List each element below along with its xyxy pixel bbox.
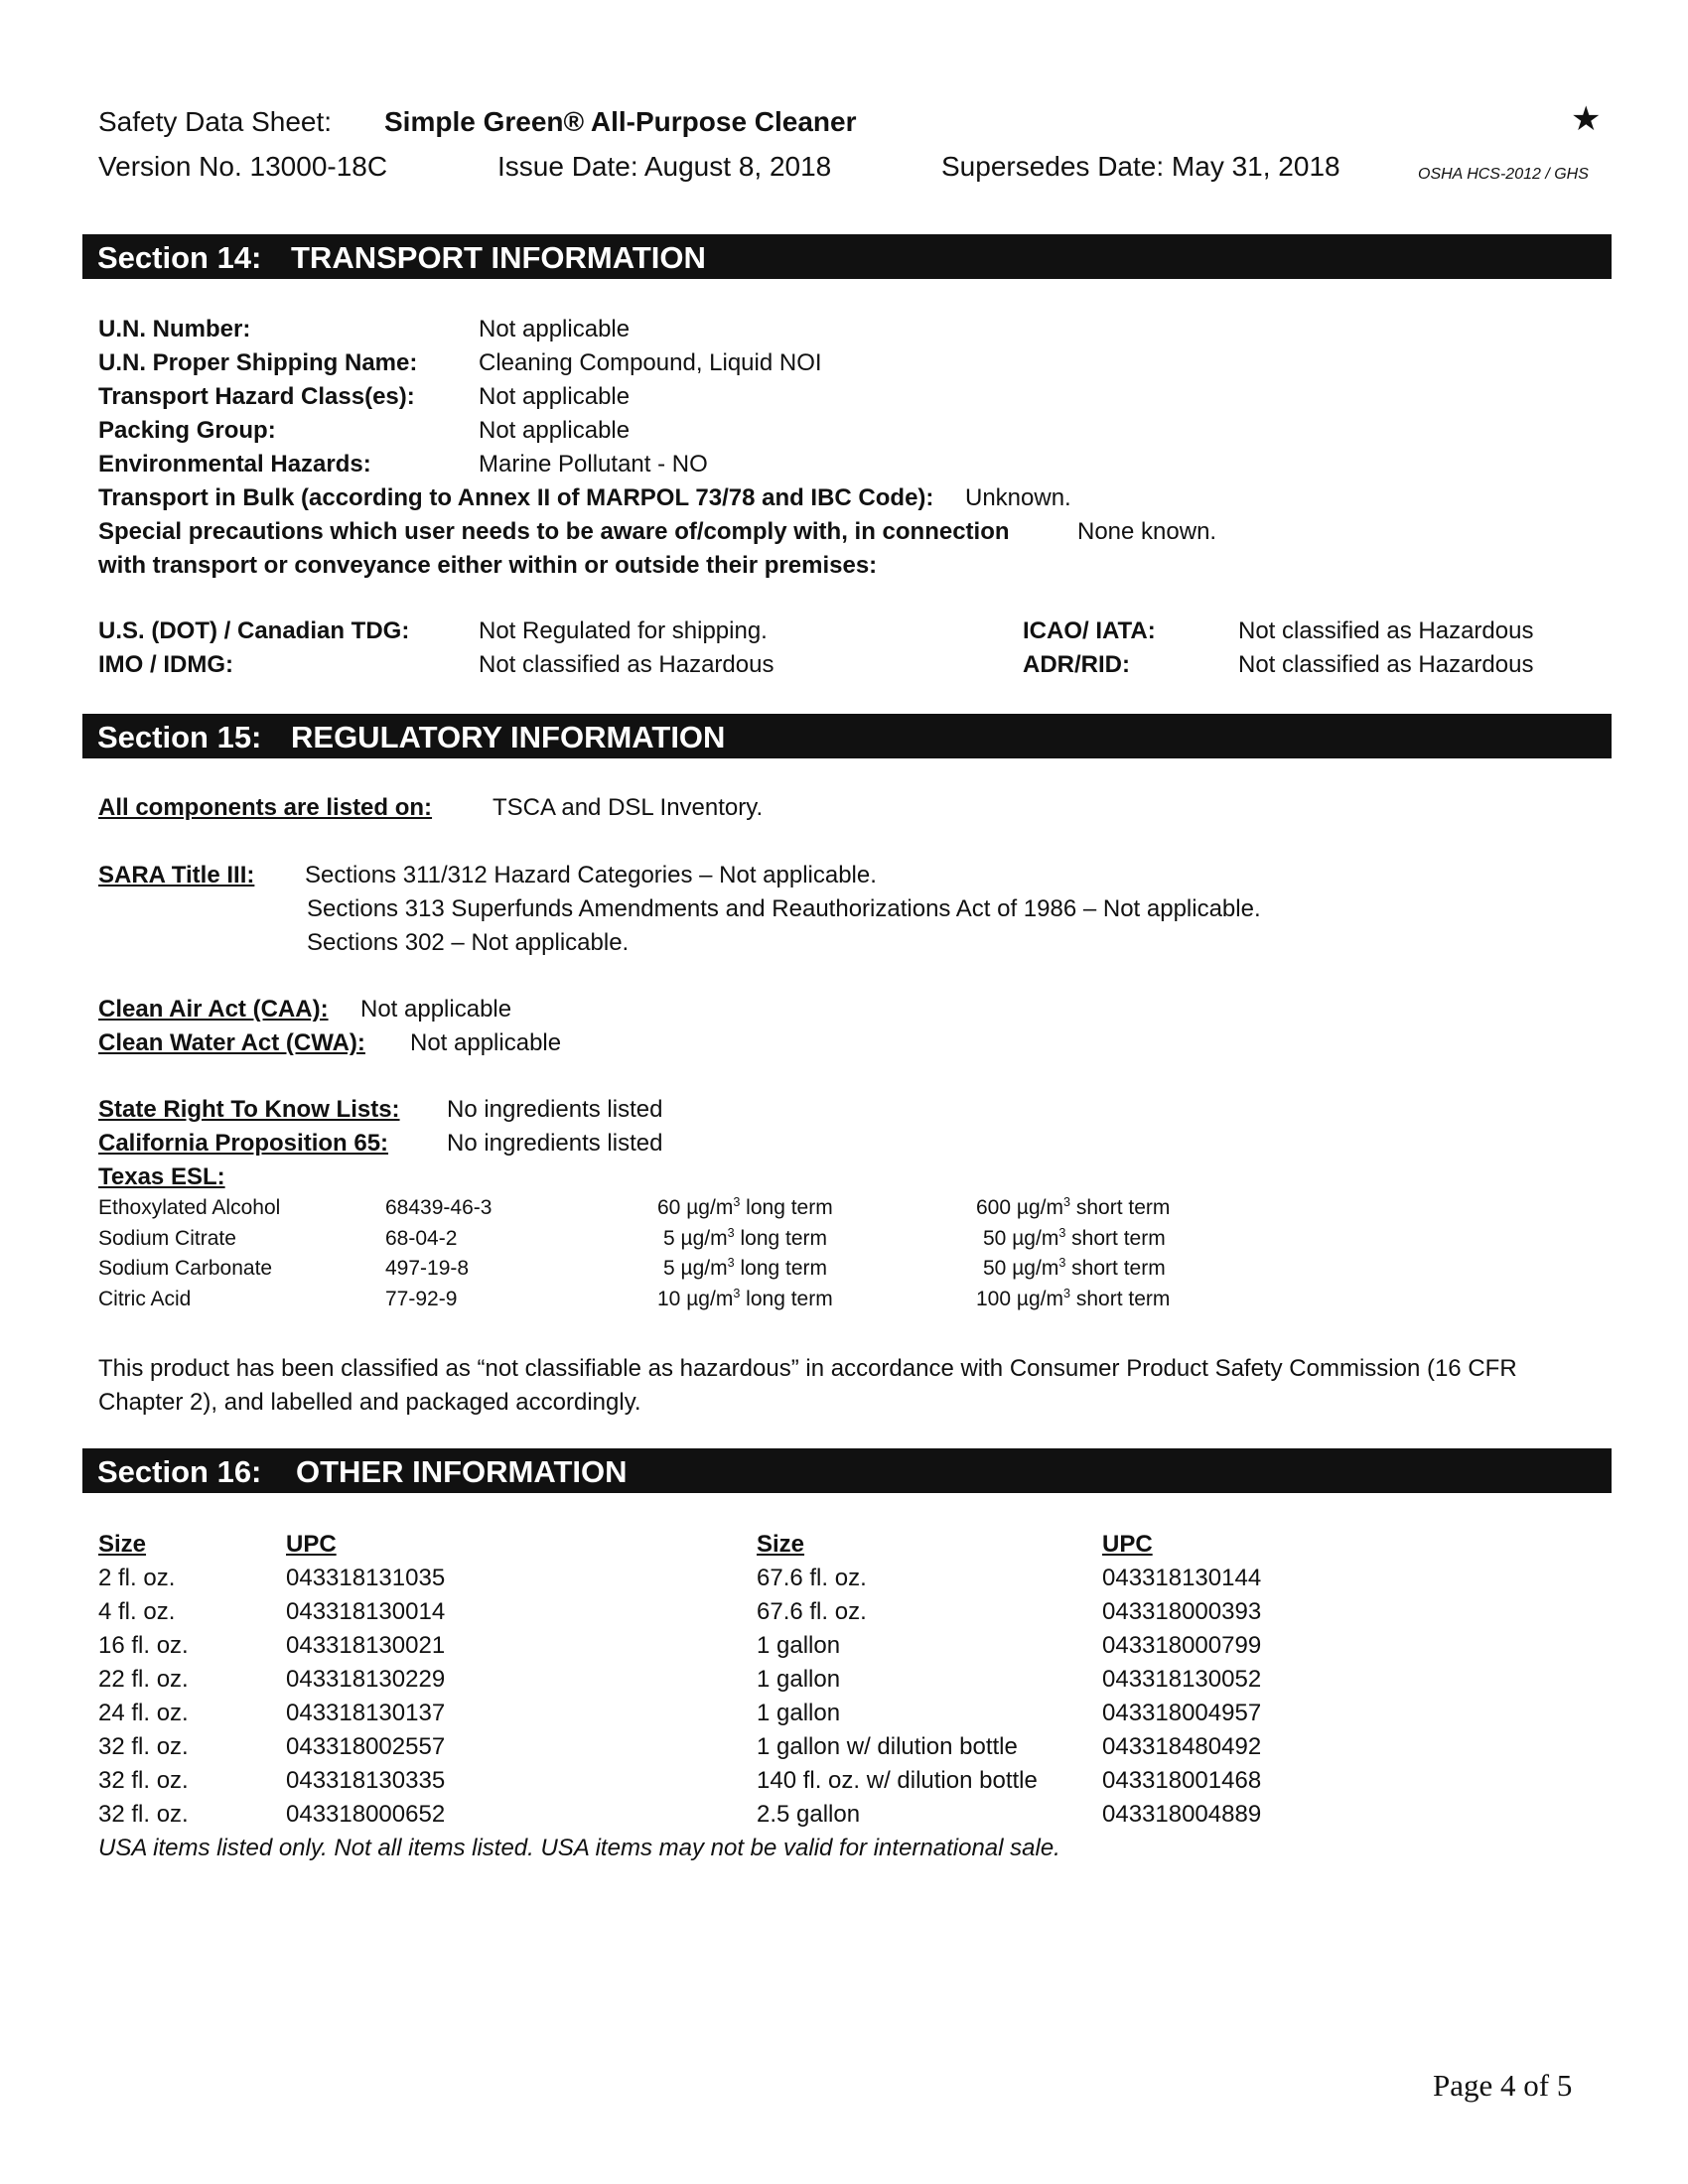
packing-group-label: Packing Group: xyxy=(98,417,276,444)
size-cell: 1 gallon xyxy=(757,1632,841,1659)
size-cell: 16 fl. oz. xyxy=(98,1632,189,1659)
size-cell: 32 fl. oz. xyxy=(98,1733,189,1760)
special-precautions-value: None known. xyxy=(1077,518,1217,545)
sara-line: Sections 313 Superfunds Amendments and Reauthorizations Act of 1986 – Not applicable. xyxy=(307,895,1261,922)
special-precautions-label-2: with transport or conveyance either within or outside their premises: xyxy=(98,552,878,579)
size-cell: 4 fl. oz. xyxy=(98,1598,176,1625)
size-header: Size xyxy=(98,1531,147,1558)
upc-cell: 043318130229 xyxy=(286,1666,446,1693)
texas-cas: 497-19-8 xyxy=(385,1257,470,1280)
un-number-value: Not applicable xyxy=(479,316,631,342)
texas-short-term: 50 $\mu g/m^3$ short term xyxy=(983,1256,1166,1280)
state-rtk-value: No ingredients listed xyxy=(447,1096,663,1123)
dot-value: Not Regulated for shipping. xyxy=(479,617,768,644)
page-number: Page 4 of 5 xyxy=(1433,2068,1573,2103)
size-cell: 2 fl. oz. xyxy=(98,1565,176,1591)
sara-label: SARA Title III: xyxy=(98,862,255,888)
caa-value: Not applicable xyxy=(360,996,512,1023)
section-14-number: Section 14: xyxy=(97,240,262,275)
upc-cell: 043318000652 xyxy=(286,1801,446,1828)
texas-name: Sodium Citrate xyxy=(98,1227,236,1250)
upc-cell: 043318130137 xyxy=(286,1700,446,1726)
section-14-header xyxy=(82,234,1612,279)
prop65-label: California Proposition 65: xyxy=(98,1130,389,1157)
texas-long-term: 10 $\mu g/m^3$ long term xyxy=(657,1287,833,1310)
sds-label: Safety Data Sheet: xyxy=(98,106,333,137)
env-hazards-value: Marine Pollutant - NO xyxy=(479,451,708,478)
size-cell: 1 gallon w/ dilution bottle xyxy=(757,1733,1018,1760)
classification-text-1: This product has been classified as “not classifiable as hazardous” in accordance with Consumer Product Safety Commission (16 CFR xyxy=(98,1355,1517,1382)
size-cell: 32 fl. oz. xyxy=(98,1767,189,1794)
upc-cell: 043318000799 xyxy=(1102,1632,1262,1659)
upc-cell: 043318001468 xyxy=(1102,1767,1262,1794)
version-number: Version No. 13000-18C xyxy=(98,151,388,182)
size-cell: 2.5 gallon xyxy=(757,1801,861,1828)
issue-date: Issue Date: August 8, 2018 xyxy=(497,151,832,182)
un-number-label: U.N. Number: xyxy=(98,316,251,342)
texas-short-term: 600 $\mu g/m^3$ short term xyxy=(976,1195,1171,1219)
hazard-class-value: Not applicable xyxy=(479,383,631,410)
upc-cell: 043318130335 xyxy=(286,1767,446,1794)
bulk-value: Unknown. xyxy=(965,484,1071,511)
texas-short-term: 100 $\mu g/m^3$ short term xyxy=(976,1287,1171,1310)
sara-line: Sections 302 – Not applicable. xyxy=(307,929,630,956)
texas-name: Sodium Carbonate xyxy=(98,1257,273,1280)
size-cell: 24 fl. oz. xyxy=(98,1700,189,1726)
classification-text-2: Chapter 2), and labelled and packaged accordingly. xyxy=(98,1389,641,1416)
supersedes-date: Supersedes Date: May 31, 2018 xyxy=(941,151,1340,182)
section-16-header xyxy=(82,1448,1612,1493)
upc-note: USA items listed only. Not all items listed. USA items may not be valid for international sale. xyxy=(98,1835,1060,1861)
state-rtk-label: State Right To Know Lists: xyxy=(98,1096,400,1123)
section-14-title: TRANSPORT INFORMATION xyxy=(291,240,706,275)
texas-esl-label: Texas ESL: xyxy=(98,1163,225,1190)
imo-label: IMO / IDMG: xyxy=(98,651,233,678)
upc-cell: 043318130021 xyxy=(286,1632,446,1659)
section-15-number: Section 15: xyxy=(97,720,262,754)
components-value: TSCA and DSL Inventory. xyxy=(492,794,764,821)
texas-long-term: 5 $\mu g/m^3$ long term xyxy=(663,1226,828,1250)
section-16-number: Section 16: xyxy=(97,1454,262,1489)
section-16-title: OTHER INFORMATION xyxy=(296,1454,628,1489)
upc-cell: 043318130014 xyxy=(286,1598,446,1625)
upc-cell: 043318004889 xyxy=(1102,1801,1262,1828)
section-15-header xyxy=(82,714,1612,758)
packing-group-value: Not applicable xyxy=(479,417,631,444)
prop65-value: No ingredients listed xyxy=(447,1130,663,1157)
size-cell: 67.6 fl. oz. xyxy=(757,1598,867,1625)
upc-cell: 043318004957 xyxy=(1102,1700,1262,1726)
star-icon: ★ xyxy=(1571,100,1602,138)
caa-label: Clean Air Act (CAA): xyxy=(98,996,329,1023)
texas-long-term: 5 $\mu g/m^3$ long term xyxy=(663,1256,828,1280)
size-header: Size xyxy=(757,1531,805,1558)
adr-value: Not classified as Hazardous xyxy=(1238,651,1534,678)
cwa-label: Clean Water Act (CWA): xyxy=(98,1029,365,1056)
shipping-name-value: Cleaning Compound, Liquid NOI xyxy=(479,349,822,376)
texas-long-term: 60 $\mu g/m^3$ long term xyxy=(657,1195,833,1219)
upc-cell: 043318000393 xyxy=(1102,1598,1262,1625)
size-cell: 67.6 fl. oz. xyxy=(757,1565,867,1591)
size-cell: 1 gallon xyxy=(757,1666,841,1693)
size-cell: 140 fl. oz. w/ dilution bottle xyxy=(757,1767,1038,1794)
bulk-label: Transport in Bulk (according to Annex II of MARPOL 73/78 and IBC Code): xyxy=(98,484,934,511)
upc-cell: 043318130052 xyxy=(1102,1666,1262,1693)
hazard-class-label: Transport Hazard Class(es): xyxy=(98,383,415,410)
icao-label: ICAO/ IATA: xyxy=(1023,617,1156,644)
upc-cell: 043318131035 xyxy=(286,1565,446,1591)
upc-cell: 043318130144 xyxy=(1102,1565,1262,1591)
dot-label: U.S. (DOT) / Canadian TDG: xyxy=(98,617,410,644)
texas-short-term: 50 $\mu g/m^3$ short term xyxy=(983,1226,1166,1250)
icao-value: Not classified as Hazardous xyxy=(1238,617,1534,644)
section-15-title: REGULATORY INFORMATION xyxy=(291,720,726,754)
shipping-name-label: U.N. Proper Shipping Name: xyxy=(98,349,418,376)
texas-cas: 77-92-9 xyxy=(385,1288,458,1310)
cwa-value: Not applicable xyxy=(410,1029,562,1056)
size-cell: 32 fl. oz. xyxy=(98,1801,189,1828)
upc-cell: 043318480492 xyxy=(1102,1733,1262,1760)
upc-cell: 043318002557 xyxy=(286,1733,446,1760)
size-cell: 22 fl. oz. xyxy=(98,1666,189,1693)
special-precautions-label-1: Special precautions which user needs to be aware of/comply with, in connection xyxy=(98,518,1010,545)
upc-header: UPC xyxy=(286,1531,337,1558)
size-cell: 1 gallon xyxy=(757,1700,841,1726)
components-label: All components are listed on: xyxy=(98,794,433,821)
texas-name: Citric Acid xyxy=(98,1288,192,1310)
texas-cas: 68439-46-3 xyxy=(385,1196,492,1219)
imo-value: Not classified as Hazardous xyxy=(479,651,774,678)
adr-label: ADR/RID: xyxy=(1023,651,1130,678)
texas-name: Ethoxylated Alcohol xyxy=(98,1196,281,1219)
sara-line: Sections 311/312 Hazard Categories – Not applicable. xyxy=(305,862,877,888)
env-hazards-label: Environmental Hazards: xyxy=(98,451,371,478)
product-name: Simple Green® All-Purpose Cleaner xyxy=(384,106,857,137)
texas-cas: 68-04-2 xyxy=(385,1227,458,1250)
upc-header: UPC xyxy=(1102,1531,1153,1558)
osha-label: OSHA HCS-2012 / GHS xyxy=(1418,166,1589,183)
